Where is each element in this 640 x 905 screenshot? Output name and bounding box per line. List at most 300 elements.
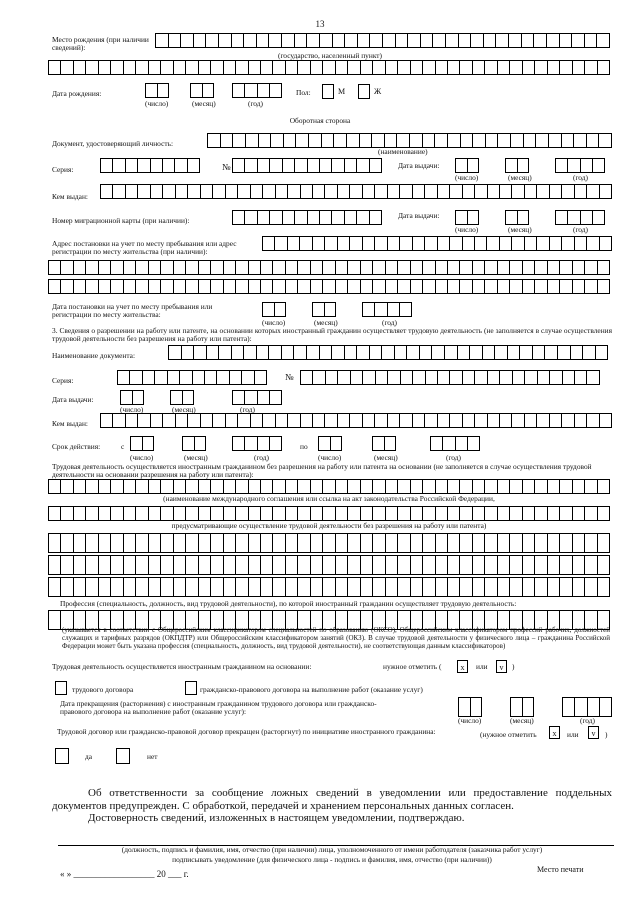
char-cell[interactable] [423,577,435,597]
char-cell[interactable] [455,210,468,225]
char-cell[interactable] [463,236,475,251]
char-cell[interactable] [307,345,320,360]
char-cell[interactable] [124,479,136,494]
char-cell[interactable] [149,60,161,75]
termination-day[interactable] [458,697,482,717]
permit-issue-year[interactable] [232,390,282,405]
char-cell[interactable] [320,210,332,225]
char-cell[interactable] [585,479,597,494]
char-cell[interactable] [361,279,373,294]
char-cell[interactable] [136,533,148,553]
char-cell[interactable] [298,479,310,494]
char-cell[interactable] [375,184,387,199]
char-cell[interactable] [523,555,535,575]
char-cell[interactable] [145,83,158,98]
char-cell[interactable] [149,555,161,575]
char-cell[interactable] [273,577,285,597]
char-cell[interactable] [199,60,211,75]
char-cell[interactable] [423,555,435,575]
char-cell[interactable] [523,697,535,717]
char-cell[interactable] [211,279,223,294]
char-cell[interactable] [276,184,288,199]
char-cell[interactable] [562,236,574,251]
char-cell[interactable] [600,413,612,428]
char-cell[interactable] [548,506,560,521]
char-cell[interactable] [270,83,282,98]
char-cell[interactable] [525,236,537,251]
char-cell[interactable] [257,33,270,48]
char-cell[interactable] [598,577,610,597]
char-cell[interactable] [323,279,335,294]
char-cell[interactable] [423,479,435,494]
char-cell[interactable] [124,506,136,521]
char-cell[interactable] [535,506,547,521]
char-cell[interactable] [219,345,232,360]
char-cell[interactable] [486,133,499,148]
char-cell[interactable] [348,577,360,597]
char-cell[interactable] [575,184,587,199]
char-cell[interactable] [498,577,510,597]
char-cell[interactable] [111,479,123,494]
char-cell[interactable] [370,33,383,48]
char-cell[interactable] [458,697,471,717]
char-cell[interactable] [572,33,585,48]
char-cell[interactable] [468,210,480,225]
char-cell[interactable] [436,506,448,521]
char-cell[interactable] [510,577,522,597]
char-cell[interactable] [174,533,186,553]
char-cell[interactable] [124,577,136,597]
char-cell[interactable] [74,279,86,294]
char-cell[interactable] [475,184,487,199]
char-cell[interactable] [348,279,360,294]
agreement-row3[interactable] [48,533,610,553]
char-cell[interactable] [325,184,337,199]
char-cell[interactable] [258,158,270,173]
char-cell[interactable] [232,83,245,98]
char-cell[interactable] [426,370,438,385]
char-cell[interactable] [373,60,385,75]
char-cell[interactable] [271,133,284,148]
char-cell[interactable] [473,133,486,148]
char-cell[interactable] [269,33,282,48]
char-cell[interactable] [423,260,435,275]
char-cell[interactable] [111,533,123,553]
char-cell[interactable] [207,133,221,148]
char-cell[interactable] [548,260,560,275]
char-cell[interactable] [336,479,348,494]
char-cell[interactable] [555,210,568,225]
char-cell[interactable] [525,370,537,385]
char-cell[interactable] [261,479,273,494]
char-cell[interactable] [211,60,223,75]
char-cell[interactable] [211,260,223,275]
char-cell[interactable] [550,370,562,385]
char-cell[interactable] [386,260,398,275]
char-cell[interactable] [498,60,510,75]
char-cell[interactable] [249,479,261,494]
char-cell[interactable] [383,33,396,48]
char-cell[interactable] [348,479,360,494]
char-cell[interactable] [298,506,310,521]
char-cell[interactable] [186,479,198,494]
char-cell[interactable] [249,279,261,294]
agreement-row2[interactable] [48,506,610,521]
migration-day-cells[interactable] [455,210,479,225]
char-cell[interactable] [161,577,173,597]
char-cell[interactable] [258,390,270,405]
validity-to-day[interactable] [318,436,342,451]
char-cell[interactable] [169,33,182,48]
char-cell[interactable] [345,158,357,173]
char-cell[interactable] [295,210,307,225]
char-cell[interactable] [373,260,385,275]
char-cell[interactable] [48,577,61,597]
char-cell[interactable] [568,158,580,173]
char-cell[interactable] [286,555,298,575]
char-cell[interactable] [513,370,525,385]
char-cell[interactable] [471,33,484,48]
char-cell[interactable] [436,577,448,597]
char-cell[interactable] [161,555,173,575]
char-cell[interactable] [455,158,468,173]
char-cell[interactable] [188,158,200,173]
char-cell[interactable] [323,555,335,575]
char-cell[interactable] [475,413,487,428]
char-cell[interactable] [498,479,510,494]
char-cell[interactable] [398,279,410,294]
char-cell[interactable] [363,236,375,251]
char-cell[interactable] [436,60,448,75]
char-cell[interactable] [518,210,530,225]
char-cell[interactable] [211,533,223,553]
char-cell[interactable] [246,133,259,148]
char-cell[interactable] [168,345,182,360]
char-cell[interactable] [326,370,338,385]
char-cell[interactable] [275,236,287,251]
char-cell[interactable] [186,60,198,75]
char-cell[interactable] [375,413,387,428]
char-cell[interactable] [313,413,325,428]
char-cell[interactable] [249,577,261,597]
char-cell[interactable] [99,479,111,494]
char-cell[interactable] [350,413,362,428]
char-cell[interactable] [485,506,497,521]
char-cell[interactable] [111,260,123,275]
char-cell[interactable] [99,555,111,575]
char-cell[interactable] [61,60,73,75]
char-cell[interactable] [261,577,273,597]
char-cell[interactable] [251,184,263,199]
char-cell[interactable] [143,436,155,451]
char-cell[interactable] [201,413,213,428]
char-cell[interactable] [174,260,186,275]
char-cell[interactable] [155,33,169,48]
char-cell[interactable] [411,260,423,275]
char-cell[interactable] [331,436,343,451]
char-cell[interactable] [283,158,295,173]
char-cell[interactable] [300,370,313,385]
char-cell[interactable] [400,302,412,317]
char-cell[interactable] [574,133,587,148]
char-cell[interactable] [86,577,98,597]
char-cell[interactable] [61,506,73,521]
char-cell[interactable] [232,33,245,48]
char-cell[interactable] [520,345,533,360]
char-cell[interactable] [199,279,211,294]
char-cell[interactable] [311,60,323,75]
char-cell[interactable] [86,506,98,521]
char-cell[interactable] [190,83,203,98]
char-cell[interactable] [375,236,387,251]
char-cell[interactable] [338,413,350,428]
char-cell[interactable] [186,555,198,575]
char-cell[interactable] [423,60,435,75]
char-cell[interactable] [560,479,572,494]
char-cell[interactable] [372,133,385,148]
char-cell[interactable] [448,133,461,148]
char-cell[interactable] [151,413,163,428]
char-cell[interactable] [224,260,236,275]
no-checkbox[interactable] [116,748,130,764]
char-cell[interactable] [475,236,487,251]
char-cell[interactable] [136,577,148,597]
char-cell[interactable] [311,479,323,494]
char-cell[interactable] [438,370,450,385]
char-cell[interactable] [48,279,61,294]
char-cell[interactable] [500,413,512,428]
char-cell[interactable] [560,506,572,521]
char-cell[interactable] [74,260,86,275]
char-cell[interactable] [432,345,445,360]
char-cell[interactable] [74,506,86,521]
agreement-row5[interactable] [48,577,610,597]
char-cell[interactable] [255,370,267,385]
char-cell[interactable] [357,158,369,173]
char-cell[interactable] [498,506,510,521]
char-cell[interactable] [463,184,475,199]
char-cell[interactable] [443,436,455,451]
char-cell[interactable] [411,279,423,294]
registration-address-row2[interactable] [48,260,610,275]
char-cell[interactable] [538,370,550,385]
char-cell[interactable] [113,184,125,199]
char-cell[interactable] [598,260,610,275]
char-cell[interactable] [347,133,360,148]
char-cell[interactable] [509,33,522,48]
char-cell[interactable] [257,345,270,360]
char-cell[interactable] [61,577,73,597]
char-cell[interactable] [288,413,300,428]
char-cell[interactable] [261,533,273,553]
char-cell[interactable] [219,33,232,48]
char-cell[interactable] [400,184,412,199]
char-cell[interactable] [495,345,508,360]
char-cell[interactable] [336,260,348,275]
char-cell[interactable] [436,533,448,553]
char-cell[interactable] [275,302,287,317]
char-cell[interactable] [510,555,522,575]
char-cell[interactable] [373,506,385,521]
char-cell[interactable] [420,345,433,360]
char-cell[interactable] [100,413,113,428]
char-cell[interactable] [61,479,73,494]
char-cell[interactable] [498,533,510,553]
char-cell[interactable] [401,370,413,385]
char-cell[interactable] [500,184,512,199]
birth-place-row2[interactable] [48,60,610,75]
char-cell[interactable] [61,279,73,294]
permit-issued-by-cells[interactable] [100,413,612,428]
char-cell[interactable] [170,390,183,405]
char-cell[interactable] [205,370,217,385]
char-cell[interactable] [332,345,345,360]
char-cell[interactable] [470,345,483,360]
char-cell[interactable] [487,236,499,251]
char-cell[interactable] [186,506,198,521]
char-cell[interactable] [423,506,435,521]
issue-month-cells[interactable] [505,158,529,173]
char-cell[interactable] [86,260,98,275]
char-cell[interactable] [206,33,219,48]
char-cell[interactable] [226,413,238,428]
char-cell[interactable] [133,390,145,405]
char-cell[interactable] [286,279,298,294]
id-document-cells[interactable] [207,133,612,148]
char-cell[interactable] [548,555,560,575]
char-cell[interactable] [273,506,285,521]
char-cell[interactable] [575,370,587,385]
char-cell[interactable] [560,33,573,48]
char-cell[interactable] [350,236,362,251]
char-cell[interactable] [522,33,535,48]
char-cell[interactable] [149,279,161,294]
document-number-cells[interactable] [232,158,382,173]
char-cell[interactable] [282,33,295,48]
char-cell[interactable] [323,260,335,275]
char-cell[interactable] [461,133,474,148]
char-cell[interactable] [244,345,257,360]
char-cell[interactable] [361,260,373,275]
char-cell[interactable] [124,533,136,553]
char-cell[interactable] [485,555,497,575]
char-cell[interactable] [124,60,136,75]
char-cell[interactable] [510,479,522,494]
char-cell[interactable] [373,577,385,597]
char-cell[interactable] [320,345,333,360]
char-cell[interactable] [411,555,423,575]
char-cell[interactable] [385,436,397,451]
char-cell[interactable] [245,390,257,405]
char-cell[interactable] [535,260,547,275]
char-cell[interactable] [245,436,257,451]
char-cell[interactable] [510,60,522,75]
char-cell[interactable] [537,184,549,199]
char-cell[interactable] [375,302,387,317]
char-cell[interactable] [388,370,400,385]
char-cell[interactable] [398,506,410,521]
char-cell[interactable] [161,533,173,553]
char-cell[interactable] [199,533,211,553]
char-cell[interactable] [475,370,487,385]
char-cell[interactable] [176,413,188,428]
char-cell[interactable] [585,506,597,521]
char-cell[interactable] [111,506,123,521]
char-cell[interactable] [199,577,211,597]
char-cell[interactable] [438,184,450,199]
char-cell[interactable] [423,133,436,148]
char-cell[interactable] [263,413,275,428]
char-cell[interactable] [448,506,460,521]
char-cell[interactable] [117,370,130,385]
char-cell[interactable] [224,555,236,575]
char-cell[interactable] [548,479,560,494]
char-cell[interactable] [510,260,522,275]
char-cell[interactable] [113,158,125,173]
char-cell[interactable] [386,479,398,494]
char-cell[interactable] [174,60,186,75]
char-cell[interactable] [361,577,373,597]
char-cell[interactable] [524,133,537,148]
char-cell[interactable] [460,479,472,494]
char-cell[interactable] [48,506,61,521]
char-cell[interactable] [351,370,363,385]
char-cell[interactable] [126,184,138,199]
char-cell[interactable] [600,697,612,717]
char-cell[interactable] [48,610,61,630]
char-cell[interactable] [400,236,412,251]
char-cell[interactable] [446,33,459,48]
char-cell[interactable] [396,33,409,48]
char-cell[interactable] [311,260,323,275]
char-cell[interactable] [233,133,246,148]
char-cell[interactable] [535,533,547,553]
char-cell[interactable] [236,260,248,275]
char-cell[interactable] [413,236,425,251]
char-cell[interactable] [407,345,420,360]
char-cell[interactable] [468,158,480,173]
agreement-row4[interactable] [48,555,610,575]
char-cell[interactable] [505,158,518,173]
char-cell[interactable] [573,506,585,521]
char-cell[interactable] [126,413,138,428]
char-cell[interactable] [448,533,460,553]
char-cell[interactable] [485,577,497,597]
char-cell[interactable] [232,390,245,405]
char-cell[interactable] [323,506,335,521]
char-cell[interactable] [460,60,472,75]
char-cell[interactable] [456,436,468,451]
issue-day-cells[interactable] [455,158,479,173]
char-cell[interactable] [249,555,261,575]
char-cell[interactable] [438,413,450,428]
char-cell[interactable] [111,577,123,597]
char-cell[interactable] [370,345,383,360]
char-cell[interactable] [398,555,410,575]
char-cell[interactable] [201,184,213,199]
char-cell[interactable] [448,479,460,494]
char-cell[interactable] [136,506,148,521]
char-cell[interactable] [99,260,111,275]
char-cell[interactable] [596,345,609,360]
char-cell[interactable] [174,479,186,494]
char-cell[interactable] [211,555,223,575]
char-cell[interactable] [320,158,332,173]
char-cell[interactable] [124,260,136,275]
char-cell[interactable] [242,370,254,385]
char-cell[interactable] [332,210,344,225]
char-cell[interactable] [276,413,288,428]
